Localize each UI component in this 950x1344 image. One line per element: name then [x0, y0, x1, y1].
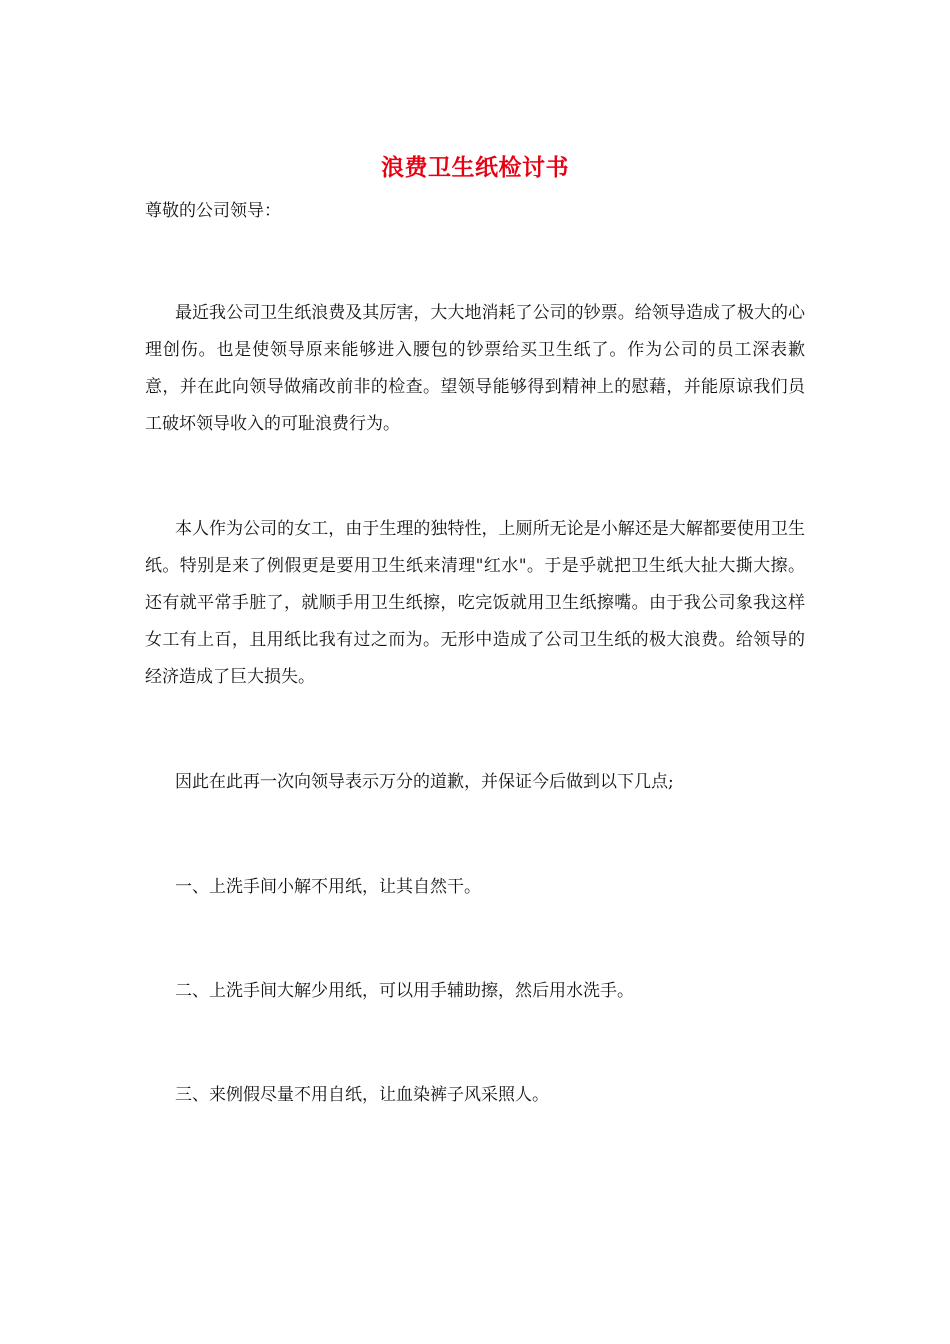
document-title: 浪费卫生纸检讨书: [381, 154, 569, 181]
body-paragraph: 本人作为公司的女工，由于生理的独特性，上厕所无论是小解还是大解都要使用卫生纸。特别是来了例假更是要用卫生纸来清理"红水"。于是乎就把卫生纸大扯大撕大擦。还有就平常手脏了，就顺手用卫生纸擦，吃完饭就用卫生纸擦嘴。由于我公司象我这样女工有上百，且用纸比我有过之而为。无形中造成了公司卫生纸的极大浪费。给领导的经济造成了巨大损失。: [145, 519, 805, 687]
salutation: 尊敬的公司领导：: [145, 201, 281, 221]
list-item: 三、来例假尽量不用自纸，让血染裤子风采照人。: [175, 1085, 549, 1105]
list-item: 二、上洗手间大解少用纸，可以用手辅助擦，然后用水洗手。: [175, 981, 634, 1001]
body-paragraph: 因此在此再一次向领导表示万分的道歉，并保证今后做到以下几点;: [175, 772, 674, 792]
list-item: 一、上洗手间小解不用纸，让其自然干。: [175, 877, 481, 897]
body-paragraph: 最近我公司卫生纸浪费及其厉害，大大地消耗了公司的钞票。给领导造成了极大的心理创伤。也是使领导原来能够进入腰包的钞票给买卫生纸了。作为公司的员工深表歉意，并在此向领导做痛改前非的检查。望领导能够得到精神上的慰藉，并能原谅我们员工破坏领导收入的可耻浪费行为。: [145, 303, 805, 434]
